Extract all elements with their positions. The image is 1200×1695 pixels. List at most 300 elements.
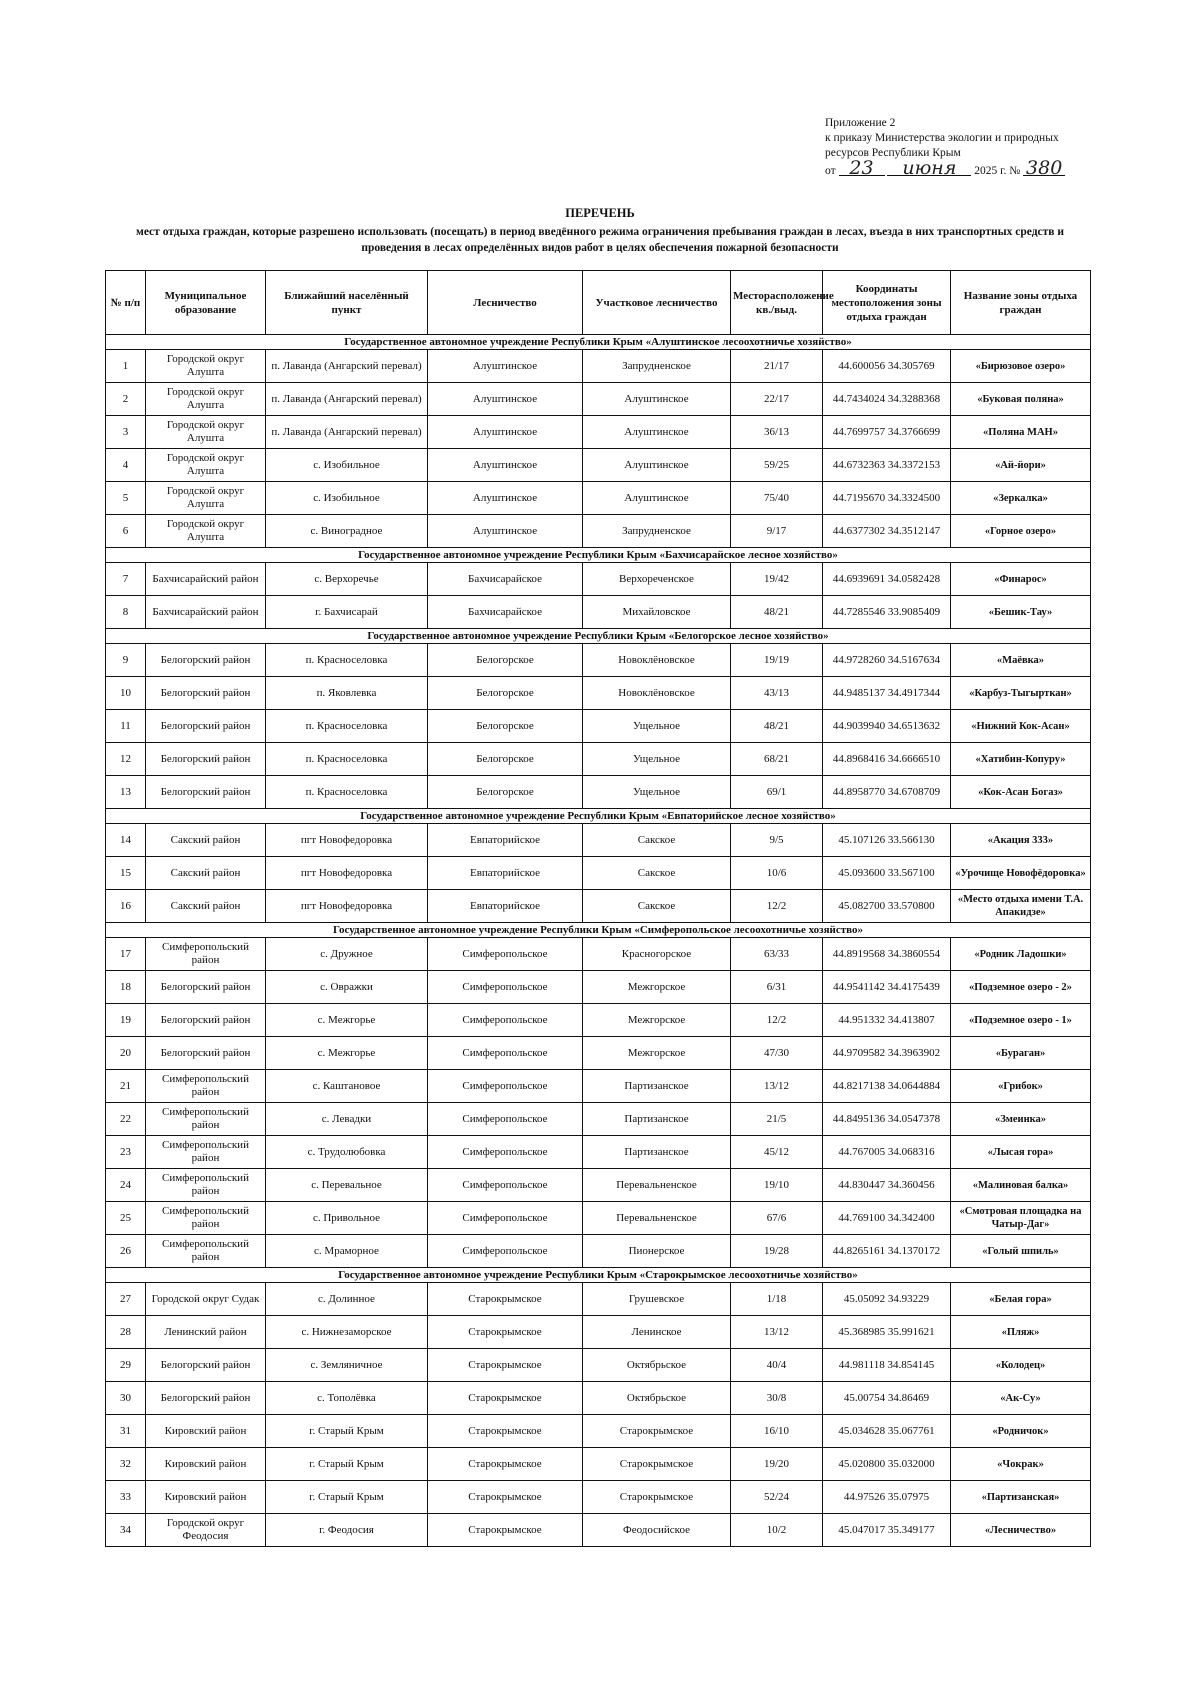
cell-zone-name: «Урочище Новофёдоровка» <box>951 857 1091 890</box>
cell-municipality: Белогорский район <box>146 1004 266 1037</box>
cell-settlement: с. Привольное <box>266 1202 428 1235</box>
cell-coordinates: 44.7699757 34.3766699 <box>823 416 951 449</box>
cell-coordinates: 44.8495136 34.0547378 <box>823 1103 951 1136</box>
cell-forestry: Старокрымское <box>428 1415 583 1448</box>
table-row <box>106 677 1091 710</box>
cell-municipality: Городской округ Алушта <box>146 482 266 515</box>
cell-district-forestry: Новоклёновское <box>583 677 731 710</box>
cell-coordinates: 44.8265161 34.1370172 <box>823 1235 951 1268</box>
cell-municipality: Бахчисарайский район <box>146 596 266 629</box>
cell-district-forestry: Октябрьское <box>583 1349 731 1382</box>
cell-row-number: 3 <box>106 416 146 449</box>
table-row <box>106 563 1091 596</box>
header-settlement: Ближайший населённый пункт <box>266 271 428 335</box>
cell-settlement: с. Овражки <box>266 971 428 1004</box>
table-row <box>106 1382 1091 1415</box>
cell-forestry: Симферопольское <box>428 1004 583 1037</box>
cell-coordinates: 44.951332 34.413807 <box>823 1004 951 1037</box>
cell-settlement: пгт Новофедоровка <box>266 857 428 890</box>
cell-zone-name: «Маёвка» <box>951 644 1091 677</box>
cell-coordinates: 44.7434024 34.3288368 <box>823 383 951 416</box>
cell-settlement: с. Изобильное <box>266 482 428 515</box>
table-row <box>106 776 1091 809</box>
organization-row <box>106 923 1091 938</box>
cell-location: 12/2 <box>731 890 823 923</box>
appendix-title: Приложение 2 <box>825 117 896 129</box>
cell-coordinates: 44.767005 34.068316 <box>823 1136 951 1169</box>
cell-settlement: с. Долинное <box>266 1283 428 1316</box>
table-row <box>106 824 1091 857</box>
cell-coordinates: 45.034628 35.067761 <box>823 1415 951 1448</box>
cell-zone-name: «Голый шпиль» <box>951 1235 1091 1268</box>
cell-forestry: Старокрымское <box>428 1349 583 1382</box>
cell-row-number: 14 <box>106 824 146 857</box>
cell-municipality: Городской округ Алушта <box>146 350 266 383</box>
cell-coordinates: 44.9485137 34.4917344 <box>823 677 951 710</box>
cell-coordinates: 44.7195670 34.3324500 <box>823 482 951 515</box>
cell-settlement: с. Трудолюбовка <box>266 1136 428 1169</box>
cell-coordinates: 44.7285546 33.9085409 <box>823 596 951 629</box>
table-row <box>106 416 1091 449</box>
cell-municipality: Симферопольский район <box>146 938 266 971</box>
cell-municipality: Белогорский район <box>146 1037 266 1070</box>
header-municipality: Муниципальное образование <box>146 271 266 335</box>
cell-coordinates: 45.107126 33.566130 <box>823 824 951 857</box>
cell-row-number: 32 <box>106 1448 146 1481</box>
cell-row-number: 26 <box>106 1235 146 1268</box>
cell-coordinates: 44.8968416 34.6666510 <box>823 743 951 776</box>
cell-row-number: 4 <box>106 449 146 482</box>
table-row <box>106 1316 1091 1349</box>
cell-zone-name: «Нижний Кок-Асан» <box>951 710 1091 743</box>
cell-coordinates: 44.981118 34.854145 <box>823 1349 951 1382</box>
cell-district-forestry: Межгорское <box>583 971 731 1004</box>
cell-zone-name: «Родник Ладошки» <box>951 938 1091 971</box>
cell-municipality: Городской округ Алушта <box>146 515 266 548</box>
handwritten-day: 23 <box>839 161 885 176</box>
cell-forestry: Старокрымское <box>428 1514 583 1547</box>
cell-district-forestry: Новоклёновское <box>583 644 731 677</box>
cell-row-number: 33 <box>106 1481 146 1514</box>
cell-location: 9/17 <box>731 515 823 548</box>
cell-settlement: п. Лаванда (Ангарский перевал) <box>266 350 428 383</box>
cell-forestry: Симферопольское <box>428 1235 583 1268</box>
cell-location: 68/21 <box>731 743 823 776</box>
cell-forestry: Алуштинское <box>428 350 583 383</box>
cell-coordinates: 44.8919568 34.3860554 <box>823 938 951 971</box>
cell-settlement: с. Левадки <box>266 1103 428 1136</box>
cell-forestry: Старокрымское <box>428 1481 583 1514</box>
cell-municipality: Городской округ Алушта <box>146 416 266 449</box>
cell-municipality: Симферопольский район <box>146 1169 266 1202</box>
table-row <box>106 1514 1091 1547</box>
cell-coordinates: 44.6732363 34.3372153 <box>823 449 951 482</box>
cell-row-number: 31 <box>106 1415 146 1448</box>
cell-settlement: п. Красноселовка <box>266 743 428 776</box>
cell-coordinates: 44.6377302 34.3512147 <box>823 515 951 548</box>
organization-row <box>106 335 1091 350</box>
cell-settlement: п. Красноселовка <box>266 644 428 677</box>
cell-zone-name: «Колодец» <box>951 1349 1091 1382</box>
cell-settlement: с. Дружное <box>266 938 428 971</box>
table-row <box>106 890 1091 923</box>
cell-settlement: п. Красноселовка <box>266 710 428 743</box>
cell-zone-name: «Бирюзовое озеро» <box>951 350 1091 383</box>
cell-location: 75/40 <box>731 482 823 515</box>
document-title: ПЕРЕЧЕНЬ <box>565 206 635 220</box>
cell-location: 48/21 <box>731 596 823 629</box>
organization-row <box>106 809 1091 824</box>
organization-name: Государственное автономное учреждение Республики Крым «Алуштинское лесоохотничье хозяйство» <box>106 335 1091 350</box>
cell-row-number: 27 <box>106 1283 146 1316</box>
cell-district-forestry: Межгорское <box>583 1004 731 1037</box>
cell-location: 45/12 <box>731 1136 823 1169</box>
cell-coordinates: 44.600056 34.305769 <box>823 350 951 383</box>
cell-district-forestry: Запрудненское <box>583 515 731 548</box>
cell-location: 13/12 <box>731 1316 823 1349</box>
cell-location: 48/21 <box>731 710 823 743</box>
cell-settlement: г. Старый Крым <box>266 1448 428 1481</box>
table-body <box>106 335 1091 1547</box>
cell-coordinates: 45.020800 35.032000 <box>823 1448 951 1481</box>
handwritten-order-number: 380 <box>1023 161 1065 176</box>
cell-location: 19/42 <box>731 563 823 596</box>
cell-zone-name: «Кок-Асан Богаз» <box>951 776 1091 809</box>
cell-zone-name: «Подземное озеро - 1» <box>951 1004 1091 1037</box>
header-coordinates: Координаты местоположения зоны отдыха граждан <box>823 271 951 335</box>
cell-zone-name: «Место отдыха имени Т.А. Апакидзе» <box>951 890 1091 923</box>
cell-zone-name: «Хатибин-Копуру» <box>951 743 1091 776</box>
cell-row-number: 8 <box>106 596 146 629</box>
cell-location: 13/12 <box>731 1070 823 1103</box>
cell-row-number: 25 <box>106 1202 146 1235</box>
organization-row <box>106 548 1091 563</box>
cell-location: 21/5 <box>731 1103 823 1136</box>
cell-forestry: Симферопольское <box>428 1169 583 1202</box>
organization-name: Государственное автономное учреждение Республики Крым «Бахчисарайское лесное хозяйство» <box>106 548 1091 563</box>
recreation-zones-table <box>105 270 1091 1547</box>
cell-forestry: Бахчисарайское <box>428 563 583 596</box>
cell-settlement: пгт Новофедоровка <box>266 890 428 923</box>
cell-coordinates: 44.9709582 34.3963902 <box>823 1037 951 1070</box>
cell-forestry: Евпаторийское <box>428 857 583 890</box>
header-zone-name: Название зоны отдыха граждан <box>951 271 1091 335</box>
cell-location: 19/19 <box>731 644 823 677</box>
cell-row-number: 21 <box>106 1070 146 1103</box>
cell-location: 19/28 <box>731 1235 823 1268</box>
cell-location: 21/17 <box>731 350 823 383</box>
cell-municipality: Кировский район <box>146 1481 266 1514</box>
cell-coordinates: 44.8217138 34.0644884 <box>823 1070 951 1103</box>
cell-coordinates: 45.368985 35.991621 <box>823 1316 951 1349</box>
cell-zone-name: «Родничок» <box>951 1415 1091 1448</box>
cell-row-number: 18 <box>106 971 146 1004</box>
cell-forestry: Алуштинское <box>428 449 583 482</box>
cell-forestry: Алуштинское <box>428 416 583 449</box>
cell-row-number: 5 <box>106 482 146 515</box>
cell-zone-name: «Бураган» <box>951 1037 1091 1070</box>
cell-zone-name: «Подземное озеро - 2» <box>951 971 1091 1004</box>
cell-row-number: 11 <box>106 710 146 743</box>
table-row <box>106 1037 1091 1070</box>
cell-row-number: 10 <box>106 677 146 710</box>
cell-district-forestry: Алуштинское <box>583 449 731 482</box>
cell-municipality: Бахчисарайский район <box>146 563 266 596</box>
cell-row-number: 24 <box>106 1169 146 1202</box>
cell-location: 19/10 <box>731 1169 823 1202</box>
cell-location: 40/4 <box>731 1349 823 1382</box>
cell-forestry: Евпаторийское <box>428 824 583 857</box>
cell-zone-name: «Грибок» <box>951 1070 1091 1103</box>
table-row <box>106 1070 1091 1103</box>
cell-row-number: 29 <box>106 1349 146 1382</box>
cell-location: 67/6 <box>731 1202 823 1235</box>
cell-district-forestry: Алуштинское <box>583 383 731 416</box>
cell-forestry: Симферопольское <box>428 1070 583 1103</box>
cell-location: 6/31 <box>731 971 823 1004</box>
header-district-forestry: Участковое лесничество <box>583 271 731 335</box>
cell-municipality: Городской округ Алушта <box>146 449 266 482</box>
document-subtitle: мест отдыха граждан, которые разрешено использовать (посещать) в период введённого режима ограничения пребывания граждан в лесах, въезда в них транспортных средств и проведения в лесах определённых видов работ в целях обеспечения пожарной безопасности <box>135 226 1065 254</box>
cell-zone-name: «Лесничество» <box>951 1514 1091 1547</box>
cell-district-forestry: Партизанское <box>583 1136 731 1169</box>
organization-name: Государственное автономное учреждение Республики Крым «Симферопольское лесоохотничье хозяйство» <box>106 923 1091 938</box>
table-row <box>106 857 1091 890</box>
cell-forestry: Старокрымское <box>428 1382 583 1415</box>
cell-municipality: Городской округ Феодосия <box>146 1514 266 1547</box>
cell-row-number: 12 <box>106 743 146 776</box>
cell-row-number: 19 <box>106 1004 146 1037</box>
cell-location: 47/30 <box>731 1037 823 1070</box>
organization-row <box>106 629 1091 644</box>
cell-row-number: 15 <box>106 857 146 890</box>
cell-municipality: Кировский район <box>146 1415 266 1448</box>
table-row <box>106 1448 1091 1481</box>
cell-district-forestry: Ленинское <box>583 1316 731 1349</box>
header-number: № п/п <box>106 271 146 335</box>
cell-row-number: 22 <box>106 1103 146 1136</box>
cell-district-forestry: Сакское <box>583 890 731 923</box>
cell-district-forestry: Старокрымское <box>583 1415 731 1448</box>
cell-zone-name: «Ак-Су» <box>951 1382 1091 1415</box>
table-row <box>106 938 1091 971</box>
cell-zone-name: «Партизанская» <box>951 1481 1091 1514</box>
cell-forestry: Симферопольское <box>428 938 583 971</box>
cell-location: 12/2 <box>731 1004 823 1037</box>
cell-forestry: Симферопольское <box>428 971 583 1004</box>
cell-zone-name: «Змеинка» <box>951 1103 1091 1136</box>
cell-municipality: Белогорский район <box>146 710 266 743</box>
cell-forestry: Евпаторийское <box>428 890 583 923</box>
cell-forestry: Старокрымское <box>428 1283 583 1316</box>
organization-row <box>106 1268 1091 1283</box>
cell-zone-name: «Смотровая площадка на Чатыр-Даг» <box>951 1202 1091 1235</box>
cell-settlement: п. Красноселовка <box>266 776 428 809</box>
cell-zone-name: «Карбуз-Тыгырткан» <box>951 677 1091 710</box>
appendix-year-label: 2025 г. № <box>974 165 1021 177</box>
table-row <box>106 515 1091 548</box>
table-row <box>106 1136 1091 1169</box>
cell-settlement: п. Лаванда (Ангарский перевал) <box>266 383 428 416</box>
cell-settlement: г. Старый Крым <box>266 1481 428 1514</box>
cell-district-forestry: Алуштинское <box>583 482 731 515</box>
table-row <box>106 1235 1091 1268</box>
cell-municipality: Городской округ Алушта <box>146 383 266 416</box>
cell-row-number: 16 <box>106 890 146 923</box>
cell-location: 43/13 <box>731 677 823 710</box>
appendix-order-line: к приказу Министерства экологии и природных <box>825 132 1059 144</box>
cell-location: 10/6 <box>731 857 823 890</box>
cell-district-forestry: Старокрымское <box>583 1481 731 1514</box>
table-row <box>106 1202 1091 1235</box>
cell-municipality: Ленинский район <box>146 1316 266 1349</box>
cell-forestry: Белогорское <box>428 743 583 776</box>
cell-row-number: 23 <box>106 1136 146 1169</box>
cell-municipality: Белогорский район <box>146 743 266 776</box>
cell-district-forestry: Перевальненское <box>583 1169 731 1202</box>
cell-municipality: Сакский район <box>146 824 266 857</box>
cell-settlement: с. Изобильное <box>266 449 428 482</box>
organization-name: Государственное автономное учреждение Республики Крым «Белогорское лесное хозяйство» <box>106 629 1091 644</box>
cell-municipality: Белогорский район <box>146 1349 266 1382</box>
cell-settlement: г. Феодосия <box>266 1514 428 1547</box>
cell-district-forestry: Михайловское <box>583 596 731 629</box>
cell-district-forestry: Пионерское <box>583 1235 731 1268</box>
cell-zone-name: «Лысая гора» <box>951 1136 1091 1169</box>
table-row <box>106 1349 1091 1382</box>
cell-settlement: с. Виноградное <box>266 515 428 548</box>
table-row <box>106 596 1091 629</box>
cell-municipality: Симферопольский район <box>146 1136 266 1169</box>
organization-name: Государственное автономное учреждение Республики Крым «Старокрымское лесоохотничье хозяйство» <box>106 1268 1091 1283</box>
header-location: Месторасположение кв./выд. <box>731 271 823 335</box>
table-row <box>106 350 1091 383</box>
cell-district-forestry: Феодосийское <box>583 1514 731 1547</box>
table-header-row <box>106 271 1091 335</box>
cell-coordinates: 44.9039940 34.6513632 <box>823 710 951 743</box>
cell-district-forestry: Запрудненское <box>583 350 731 383</box>
cell-row-number: 17 <box>106 938 146 971</box>
cell-district-forestry: Алуштинское <box>583 416 731 449</box>
cell-municipality: Городской округ Судак <box>146 1283 266 1316</box>
table-row <box>106 482 1091 515</box>
table-row <box>106 1283 1091 1316</box>
cell-district-forestry: Грушевское <box>583 1283 731 1316</box>
cell-forestry: Белогорское <box>428 710 583 743</box>
cell-row-number: 13 <box>106 776 146 809</box>
cell-settlement: с. Земляничное <box>266 1349 428 1382</box>
appendix-ministry-line: ресурсов Республики Крым <box>825 147 961 159</box>
cell-location: 1/18 <box>731 1283 823 1316</box>
cell-forestry: Симферопольское <box>428 1037 583 1070</box>
cell-district-forestry: Партизанское <box>583 1070 731 1103</box>
table-row <box>106 971 1091 1004</box>
cell-row-number: 34 <box>106 1514 146 1547</box>
cell-location: 16/10 <box>731 1415 823 1448</box>
cell-settlement: с. Нижнезаморское <box>266 1316 428 1349</box>
cell-forestry: Алуштинское <box>428 383 583 416</box>
cell-zone-name: «Финарос» <box>951 563 1091 596</box>
cell-municipality: Сакский район <box>146 890 266 923</box>
table-row <box>106 1103 1091 1136</box>
cell-coordinates: 44.9541142 34.4175439 <box>823 971 951 1004</box>
cell-settlement: с. Межгорье <box>266 1037 428 1070</box>
cell-coordinates: 44.769100 34.342400 <box>823 1202 951 1235</box>
cell-coordinates: 45.05092 34.93229 <box>823 1283 951 1316</box>
table-row <box>106 710 1091 743</box>
cell-row-number: 30 <box>106 1382 146 1415</box>
cell-forestry: Белогорское <box>428 644 583 677</box>
cell-location: 22/17 <box>731 383 823 416</box>
cell-coordinates: 44.6939691 34.0582428 <box>823 563 951 596</box>
cell-municipality: Сакский район <box>146 857 266 890</box>
cell-forestry: Старокрымское <box>428 1316 583 1349</box>
cell-district-forestry: Ущельное <box>583 710 731 743</box>
appendix-date-line <box>825 157 1185 179</box>
cell-district-forestry: Ущельное <box>583 776 731 809</box>
cell-location: 52/24 <box>731 1481 823 1514</box>
cell-municipality: Кировский район <box>146 1448 266 1481</box>
cell-location: 69/1 <box>731 776 823 809</box>
cell-municipality: Белогорский район <box>146 644 266 677</box>
cell-location: 9/5 <box>731 824 823 857</box>
cell-settlement: п. Яковлевка <box>266 677 428 710</box>
cell-forestry: Алуштинское <box>428 515 583 548</box>
cell-settlement: с. Верхоречье <box>266 563 428 596</box>
cell-coordinates: 44.8958770 34.6708709 <box>823 776 951 809</box>
cell-district-forestry: Партизанское <box>583 1103 731 1136</box>
cell-row-number: 6 <box>106 515 146 548</box>
cell-district-forestry: Октябрьское <box>583 1382 731 1415</box>
cell-coordinates: 44.9728260 34.5167634 <box>823 644 951 677</box>
cell-settlement: г. Старый Крым <box>266 1415 428 1448</box>
cell-municipality: Белогорский район <box>146 776 266 809</box>
cell-municipality: Белогорский район <box>146 677 266 710</box>
cell-row-number: 2 <box>106 383 146 416</box>
cell-zone-name: «Акация 333» <box>951 824 1091 857</box>
cell-row-number: 9 <box>106 644 146 677</box>
table-row <box>106 449 1091 482</box>
cell-coordinates: 45.047017 35.349177 <box>823 1514 951 1547</box>
cell-settlement: г. Бахчисарай <box>266 596 428 629</box>
cell-zone-name: «Буковая поляна» <box>951 383 1091 416</box>
cell-forestry: Бахчисарайское <box>428 596 583 629</box>
organization-name: Государственное автономное учреждение Республики Крым «Евпаторийское лесное хозяйство» <box>106 809 1091 824</box>
cell-district-forestry: Верхореченское <box>583 563 731 596</box>
cell-forestry: Старокрымское <box>428 1448 583 1481</box>
cell-municipality: Симферопольский район <box>146 1202 266 1235</box>
table-row <box>106 1415 1091 1448</box>
cell-row-number: 20 <box>106 1037 146 1070</box>
cell-settlement: с. Каштановое <box>266 1070 428 1103</box>
table-row <box>106 1481 1091 1514</box>
cell-forestry: Алуштинское <box>428 482 583 515</box>
cell-row-number: 1 <box>106 350 146 383</box>
cell-forestry: Симферопольское <box>428 1136 583 1169</box>
cell-location: 30/8 <box>731 1382 823 1415</box>
cell-row-number: 7 <box>106 563 146 596</box>
cell-zone-name: «Бешик-Тау» <box>951 596 1091 629</box>
table-row <box>106 644 1091 677</box>
cell-municipality: Симферопольский район <box>146 1070 266 1103</box>
table-row <box>106 1169 1091 1202</box>
cell-municipality: Белогорский район <box>146 1382 266 1415</box>
cell-municipality: Белогорский район <box>146 971 266 1004</box>
cell-location: 19/20 <box>731 1448 823 1481</box>
cell-coordinates: 45.093600 33.567100 <box>823 857 951 890</box>
cell-settlement: с. Перевальное <box>266 1169 428 1202</box>
cell-forestry: Симферопольское <box>428 1202 583 1235</box>
